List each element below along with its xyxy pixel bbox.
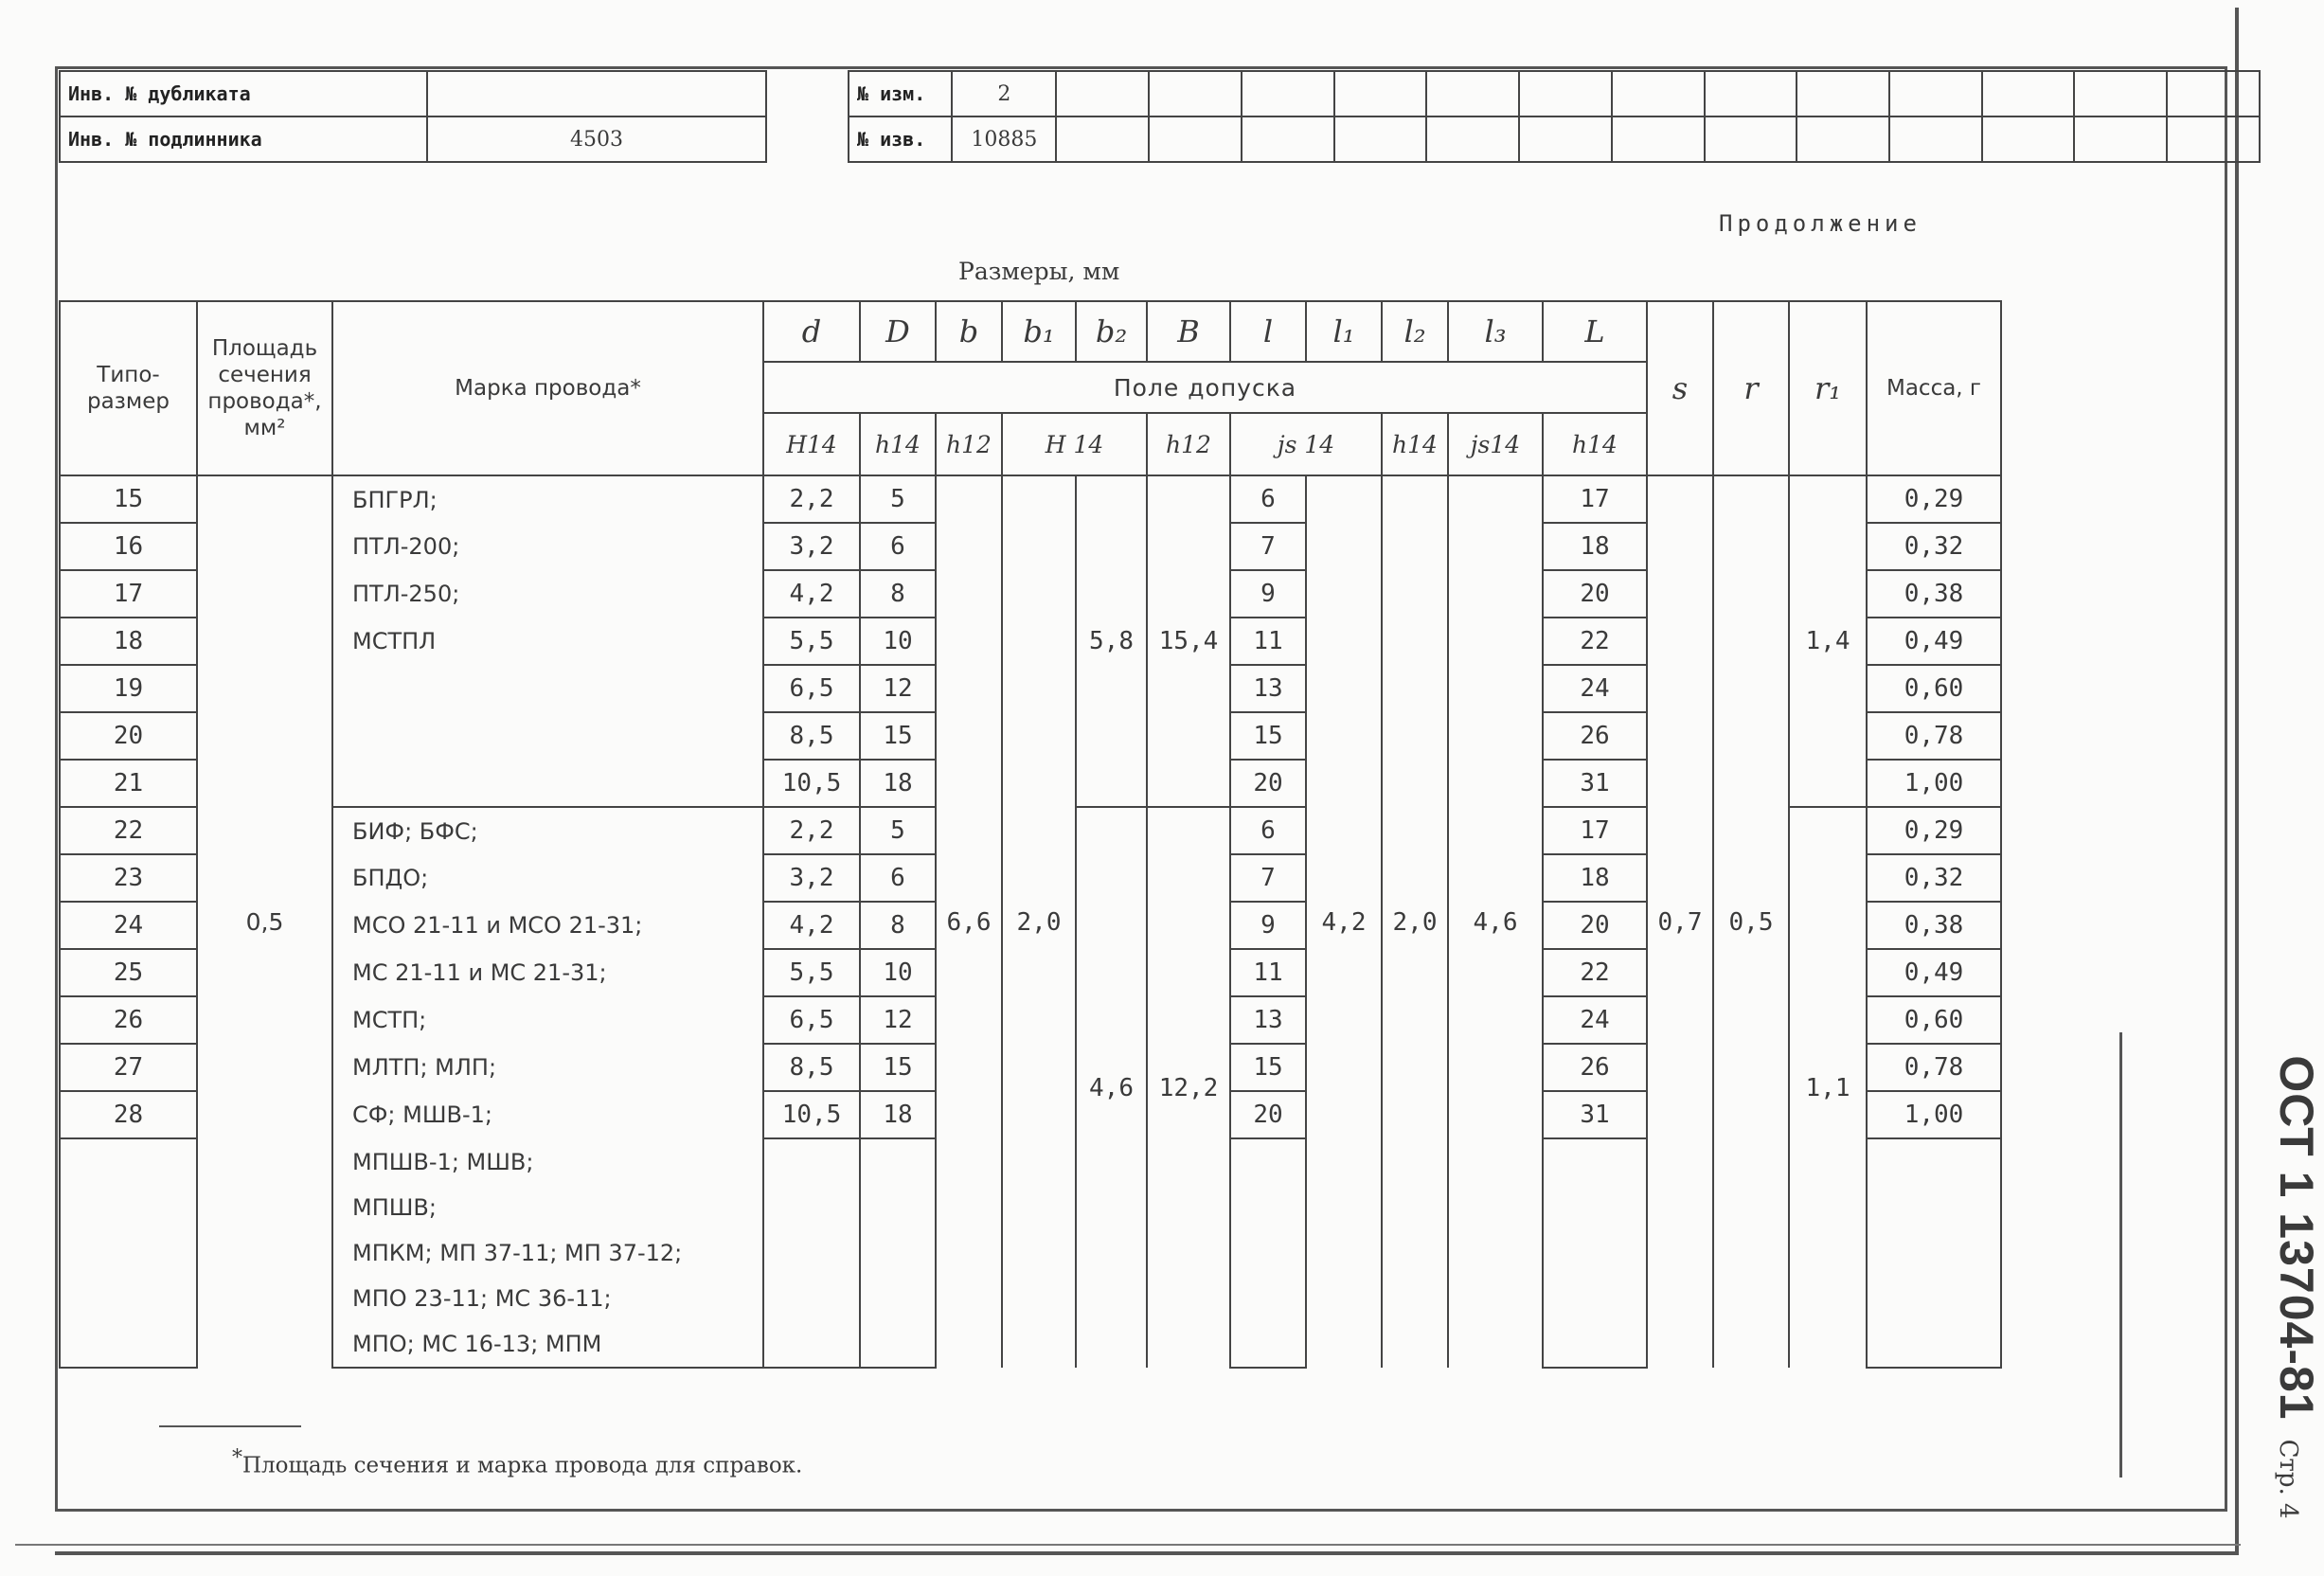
value-l: 15 [1230, 712, 1306, 760]
value-mass [1867, 1321, 2001, 1368]
size-cell: 18 [60, 618, 197, 665]
size-cell [60, 1138, 197, 1185]
value-l: 6 [1230, 807, 1306, 854]
value-mass: 0,78 [1867, 712, 2001, 760]
value-d [763, 1230, 860, 1276]
bottom-rule [15, 1544, 2241, 1546]
value-mass: 1,00 [1867, 1091, 2001, 1138]
size-cell [60, 1276, 197, 1321]
value-d: 5,5 [763, 949, 860, 996]
sym-b1: b₁ [1002, 301, 1076, 362]
value-L: 31 [1543, 1091, 1647, 1138]
value-mass [1867, 1276, 2001, 1321]
value-l: 6 [1230, 475, 1306, 523]
sym-L: L [1543, 301, 1647, 362]
value-d: 8,5 [763, 1044, 860, 1091]
change-no-value: 2 [952, 71, 1056, 116]
brand-cell: МПО 23-11; МС 36-11; [332, 1276, 763, 1321]
value-d: 2,2 [763, 475, 860, 523]
tol-b: h12 [936, 413, 1002, 475]
value-L: 17 [1543, 807, 1647, 854]
value-d [763, 1276, 860, 1321]
value-D: 15 [860, 1044, 936, 1091]
value-l [1230, 1138, 1306, 1185]
value-mass: 0,29 [1867, 807, 2001, 854]
size-cell [60, 1321, 197, 1368]
size-cell: 23 [60, 854, 197, 902]
value-d: 6,5 [763, 665, 860, 712]
value-L: 20 [1543, 570, 1647, 618]
brand-cell: МЛТП; МЛП; [332, 1044, 763, 1091]
size-cell: 26 [60, 996, 197, 1044]
s-cell: 0,7 [1647, 475, 1713, 1368]
value-L: 22 [1543, 618, 1647, 665]
brand-cell: ПТЛ-250; [332, 570, 763, 618]
value-d: 2,2 [763, 807, 860, 854]
s-header: s [1647, 301, 1713, 475]
duplicate-label: Инв. № дубликата [60, 71, 427, 116]
brand-cell: СФ; МШВ-1; [332, 1091, 763, 1138]
value-d: 5,5 [763, 618, 860, 665]
l3-cell: 4,6 [1448, 475, 1543, 1368]
value-l: 15 [1230, 1044, 1306, 1091]
value-L [1543, 1185, 1647, 1230]
value-d: 6,5 [763, 996, 860, 1044]
value-l: 13 [1230, 996, 1306, 1044]
value-D: 18 [860, 760, 936, 807]
sym-b: b [936, 301, 1002, 362]
r1-cell: 1,1 [1789, 807, 1867, 1368]
brand-cell: БПГРЛ; [332, 475, 763, 523]
size-cell [60, 1185, 197, 1230]
b-cell: 6,6 [936, 475, 1002, 1368]
value-L [1543, 1276, 1647, 1321]
change-no-label: № изм. [849, 71, 952, 116]
change-stamp [848, 70, 2261, 163]
value-d [763, 1185, 860, 1230]
footnote-mark: * [232, 1446, 242, 1470]
value-L [1543, 1230, 1647, 1276]
notice-no-value: 10885 [952, 116, 1056, 162]
value-D [860, 1230, 936, 1276]
value-L: 31 [1543, 760, 1647, 807]
sym-b2: b₂ [1076, 301, 1147, 362]
value-D: 18 [860, 1091, 936, 1138]
value-l [1230, 1276, 1306, 1321]
value-l: 20 [1230, 760, 1306, 807]
brand-cell [332, 760, 763, 807]
size-cell: 16 [60, 523, 197, 570]
value-D: 10 [860, 618, 936, 665]
value-mass: 0,49 [1867, 949, 2001, 996]
tol-b1-b2: H 14 [1002, 413, 1147, 475]
value-D: 12 [860, 665, 936, 712]
value-D: 15 [860, 712, 936, 760]
value-L [1543, 1321, 1647, 1368]
brand-cell [332, 712, 763, 760]
brand-cell: МСТПЛ [332, 618, 763, 665]
size-cell: 21 [60, 760, 197, 807]
value-l: 9 [1230, 570, 1306, 618]
b1-cell: 2,0 [1002, 475, 1076, 1368]
value-D: 12 [860, 996, 936, 1044]
area-cell: 0,5 [197, 475, 332, 1368]
sym-l3: l₃ [1448, 301, 1543, 362]
value-mass: 0,78 [1867, 1044, 2001, 1091]
value-mass: 0,38 [1867, 902, 2001, 949]
size-cell: 28 [60, 1091, 197, 1138]
brand-cell: БИФ; БФС; [332, 807, 763, 854]
B-cell: 12,2 [1147, 807, 1230, 1368]
value-L: 18 [1543, 523, 1647, 570]
original-value: 4503 [427, 116, 766, 162]
value-L: 24 [1543, 996, 1647, 1044]
tolerance-field-header: Поле допуска [763, 362, 1647, 413]
value-d: 10,5 [763, 1091, 860, 1138]
value-L: 26 [1543, 712, 1647, 760]
value-mass: 1,00 [1867, 760, 2001, 807]
size-cell: 27 [60, 1044, 197, 1091]
notice-no-label: № изв. [849, 116, 952, 162]
page-number: Стр. 4 [2274, 1439, 2302, 1519]
tol-l3: js14 [1448, 413, 1543, 475]
brand-cell [332, 665, 763, 712]
size-cell: 24 [60, 902, 197, 949]
value-d: 8,5 [763, 712, 860, 760]
tol-d: H14 [763, 413, 860, 475]
value-l: 11 [1230, 618, 1306, 665]
value-D [860, 1276, 936, 1321]
value-mass: 0,49 [1867, 618, 2001, 665]
tol-l2: h14 [1382, 413, 1448, 475]
tol-L: h14 [1543, 413, 1647, 475]
r1-cell: 1,4 [1789, 475, 1867, 807]
value-mass [1867, 1230, 2001, 1276]
brand-header: Марка провода* [332, 301, 763, 475]
tol-B: h12 [1147, 413, 1230, 475]
sym-d: d [763, 301, 860, 362]
size-cell: 19 [60, 665, 197, 712]
value-l [1230, 1321, 1306, 1368]
value-l: 7 [1230, 523, 1306, 570]
sym-l1: l₁ [1306, 301, 1382, 362]
brand-cell: МС 21-11 и МС 21-31; [332, 949, 763, 996]
brand-cell: МСТП; [332, 996, 763, 1044]
tol-l-l1: js 14 [1230, 413, 1382, 475]
brand-cell: БПДО; [332, 854, 763, 902]
value-D: 10 [860, 949, 936, 996]
table-row [60, 475, 2001, 523]
value-D: 6 [860, 854, 936, 902]
value-d [763, 1321, 860, 1368]
side-rule [2119, 1032, 2122, 1478]
duplicate-value [427, 71, 766, 116]
table-body [60, 475, 2001, 1368]
size-cell [60, 1230, 197, 1276]
brand-cell: МПШВ-1; МШВ; [332, 1138, 763, 1185]
value-mass: 0,29 [1867, 475, 2001, 523]
value-d: 3,2 [763, 523, 860, 570]
value-mass: 0,60 [1867, 996, 2001, 1044]
b2-cell: 4,6 [1076, 807, 1147, 1368]
value-D: 5 [860, 807, 936, 854]
value-l: 7 [1230, 854, 1306, 902]
r-cell: 0,5 [1713, 475, 1789, 1368]
value-D: 8 [860, 902, 936, 949]
B-cell: 15,4 [1147, 475, 1230, 807]
continued-label: Продолжение [1719, 210, 1922, 237]
l1-cell: 4,2 [1306, 475, 1382, 1368]
r1-header: r₁ [1789, 301, 1867, 475]
size-header: Типо-размер [60, 301, 197, 475]
brand-cell: МСО 21-11 и МСО 21-31; [332, 902, 763, 949]
value-L: 22 [1543, 949, 1647, 996]
size-cell: 17 [60, 570, 197, 618]
value-mass: 0,32 [1867, 523, 2001, 570]
b2-cell: 5,8 [1076, 475, 1147, 807]
l2-cell: 2,0 [1382, 475, 1448, 1368]
value-L [1543, 1138, 1647, 1185]
r-header: r [1713, 301, 1789, 475]
brand-cell: ПТЛ-200; [332, 523, 763, 570]
sym-D: D [860, 301, 936, 362]
brand-cell: МПКМ; МП 37-11; МП 37-12; [332, 1230, 763, 1276]
size-cell: 15 [60, 475, 197, 523]
value-L: 17 [1543, 475, 1647, 523]
tol-D: h14 [860, 413, 936, 475]
original-label: Инв. № подлинника [60, 116, 427, 162]
dimensions-table [59, 300, 2002, 1369]
standard-code: ОСТ 1 13704-81 [2270, 1055, 2323, 1421]
value-L: 18 [1543, 854, 1647, 902]
area-header: Площадь сечения провода*, мм² [197, 301, 332, 475]
sym-l: l [1230, 301, 1306, 362]
value-l [1230, 1185, 1306, 1230]
dimensions-title: Размеры, мм [958, 258, 1120, 285]
value-D [860, 1321, 936, 1368]
inventory-stamp [59, 70, 767, 163]
value-D [860, 1185, 936, 1230]
value-l [1230, 1230, 1306, 1276]
size-cell: 20 [60, 712, 197, 760]
value-d: 10,5 [763, 760, 860, 807]
mass-header: Масса, г [1867, 301, 2001, 475]
value-d: 4,2 [763, 570, 860, 618]
value-L: 24 [1543, 665, 1647, 712]
value-l: 20 [1230, 1091, 1306, 1138]
value-D: 8 [860, 570, 936, 618]
brand-cell: МПО; МС 16-13; МПМ [332, 1321, 763, 1368]
value-l: 13 [1230, 665, 1306, 712]
side-stamp [2269, 1050, 2324, 1524]
value-mass [1867, 1138, 2001, 1185]
value-L: 20 [1543, 902, 1647, 949]
value-d [763, 1138, 860, 1185]
value-mass [1867, 1185, 2001, 1230]
value-D [860, 1138, 936, 1185]
value-d: 4,2 [763, 902, 860, 949]
value-mass: 0,60 [1867, 665, 2001, 712]
value-l: 11 [1230, 949, 1306, 996]
value-mass: 0,38 [1867, 570, 2001, 618]
brand-cell: МПШВ; [332, 1185, 763, 1230]
footnote-rule [159, 1425, 301, 1427]
value-D: 5 [860, 475, 936, 523]
value-d: 3,2 [763, 854, 860, 902]
value-l: 9 [1230, 902, 1306, 949]
footnote-text: Площадь сечения и марка провода для справок. [242, 1453, 803, 1478]
footnote [232, 1446, 802, 1478]
value-mass: 0,32 [1867, 854, 2001, 902]
size-cell: 22 [60, 807, 197, 854]
sym-B: B [1147, 301, 1230, 362]
value-D: 6 [860, 523, 936, 570]
sym-l2: l₂ [1382, 301, 1448, 362]
value-L: 26 [1543, 1044, 1647, 1091]
size-cell: 25 [60, 949, 197, 996]
